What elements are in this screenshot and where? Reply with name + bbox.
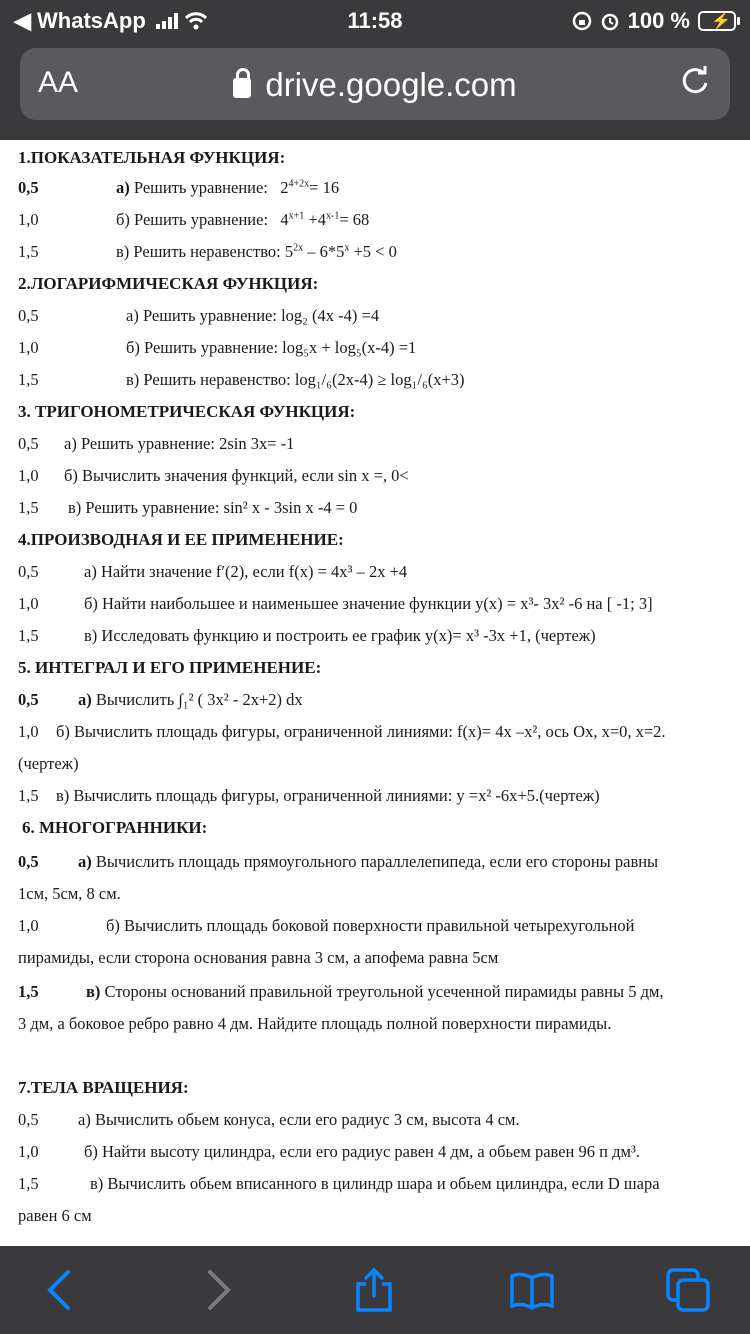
points: 1,0	[18, 916, 39, 935]
back-app-label[interactable]: ◀ WhatsApp	[14, 8, 146, 33]
address-bar[interactable]	[20, 48, 730, 120]
task-text: б) Вычислить значения функций, если sin x =, 0<	[64, 466, 409, 485]
task-text-cont: равен 6 см	[18, 1206, 92, 1225]
task-text: б) Решить уравнение: log₅x + log₅(x-4) =1	[126, 338, 417, 357]
task-text: в) Вычислить площадь фигуры, ограниченной линиями: y =x² -6x+5.(чертеж)	[56, 786, 600, 805]
points: 1,5	[18, 982, 39, 1001]
task-text: а) Решить уравнение: log₂ (4x -4) =4	[126, 306, 380, 325]
points: 1,5	[18, 626, 39, 645]
alarm-icon	[600, 11, 620, 31]
section-title: 5. ИНТЕГРАЛ И ЕГО ПРИМЕНЕНИЕ:	[18, 658, 322, 677]
share-icon[interactable]	[350, 1266, 398, 1314]
task-text-cont: (чертеж)	[18, 754, 79, 773]
bottom-toolbar	[0, 1246, 750, 1334]
task-text-cont: 1см, 5см, 8 см.	[18, 884, 121, 903]
bookmarks-icon[interactable]	[508, 1266, 556, 1314]
clock: 11:58	[347, 8, 403, 33]
document-viewer[interactable]	[0, 140, 750, 1246]
points: 1,5	[18, 786, 39, 805]
browser-toolbar	[0, 40, 750, 140]
points: 1,0	[18, 466, 39, 485]
points: 0,5	[18, 178, 39, 197]
tabs-icon[interactable]	[664, 1266, 712, 1314]
task-text: в) Исследовать функцию и построить ее график y(x)= x³ -3x +1, (чертеж)	[84, 626, 596, 645]
text-size-button[interactable]: AA	[38, 66, 79, 99]
points: 1,0	[18, 594, 39, 613]
task-text-cont: 3 дм, а боковое ребро равно 4 дм. Найдите площадь полной поверхности пирамиды.	[18, 1014, 612, 1033]
task-text: а) Найти значение f′(2), если f(x) = 4x³ – 2x +4	[84, 562, 408, 581]
points: 0,5	[18, 852, 39, 871]
section-title: 1.ПОКАЗАТЕЛЬНАЯ ФУНКЦИЯ:	[18, 148, 286, 167]
task-text: в) Решить уравнение: sin² x - 3sin x -4 = 0	[68, 498, 358, 517]
task-text: б) Вычислить площадь фигуры, ограниченной линиями: f(x)= 4x –x², ось Ox, x=0, x=2.	[56, 722, 666, 741]
task-text: б) Найти наибольшее и наименьшее значение функции y(x) = x³- 3x² -6 на [ -1; 3]	[84, 594, 653, 613]
section-title: 3. ТРИГОНОМЕТРИЧЕСКАЯ ФУНКЦИЯ:	[18, 402, 356, 421]
battery-percent: 100 %	[627, 8, 690, 33]
task-text: а) Вычислить ∫₁² ( 3x² - 2x+2) dx	[78, 690, 303, 709]
orientation-lock-icon	[572, 11, 592, 31]
task-text: а) Вычислить площадь прямоугольного параллелепипеда, если его стороны равны	[78, 852, 659, 871]
task-text: в) Решить неравенство: log₁/₆(2x-4) ≥ log₁/₆(x+3)	[126, 370, 465, 389]
task-text-cont: пирамиды, если сторона основания равна 3 см, а апофема равна 5см	[18, 948, 499, 967]
task-text: б) Вычислить площадь боковой поверхности правильной четырехугольной	[106, 916, 635, 935]
points: 1,5	[18, 498, 39, 517]
status-bar	[0, 0, 750, 40]
section-title: 6. МНОГОГРАННИКИ:	[22, 818, 208, 837]
points: 0,5	[18, 434, 39, 453]
points: 0,5	[18, 306, 39, 325]
task-text: в) Стороны оснований правильной треугольной усеченной пирамиды равны 5 дм,	[86, 982, 664, 1001]
points: 1,5	[18, 370, 39, 389]
points: 0,5	[18, 562, 39, 581]
section-title: 4.ПРОИЗВОДНАЯ И ЕЕ ПРИМЕНЕНИЕ:	[18, 530, 344, 549]
task-text: а) Вычислить обьем конуса, если его радиус 3 см, высота 4 см.	[78, 1110, 520, 1129]
task-text: а) Решить уравнение: $2^{4+2x}= 16$	[116, 178, 340, 197]
points: 1,5	[18, 242, 39, 261]
task-text: а) Решить уравнение: 2sin 3x= -1	[64, 434, 295, 453]
battery-icon: ⚡	[698, 11, 736, 31]
reload-icon[interactable]	[678, 64, 712, 98]
points: 0,5	[18, 690, 39, 709]
url-field[interactable]	[20, 66, 730, 104]
points: 1,0	[18, 722, 39, 741]
section-title: 7.ТЕЛА ВРАЩЕНИЯ:	[18, 1078, 189, 1097]
forward-icon[interactable]	[194, 1266, 242, 1314]
lock-icon	[233, 78, 251, 98]
points: 1,5	[18, 1174, 39, 1193]
section-title: 2.ЛОГАРИФМИЧЕСКАЯ ФУНКЦИЯ:	[18, 274, 319, 293]
url-text[interactable]: drive.google.com	[265, 66, 517, 103]
task-text: б) Решить уравнение: $4^{x+1} +4^{x-1}= 68$	[116, 210, 370, 229]
points: 1,0	[18, 338, 39, 357]
points: 1,0	[18, 1142, 39, 1161]
back-icon[interactable]	[36, 1266, 84, 1314]
task-text: в) Решить неравенство: $5^{2x} - 6*5^x +5 < 0$	[116, 242, 397, 261]
points: 0,5	[18, 1110, 39, 1129]
task-text: б) Найти высоту цилиндра, если его радиус равен 4 дм, а обьем равен 96 п дм³.	[84, 1142, 640, 1161]
task-text: в) Вычислить обьем вписанного в цилиндр шара и обьем цилиндра, если D шара	[90, 1174, 660, 1193]
points: 1,0	[18, 210, 39, 229]
